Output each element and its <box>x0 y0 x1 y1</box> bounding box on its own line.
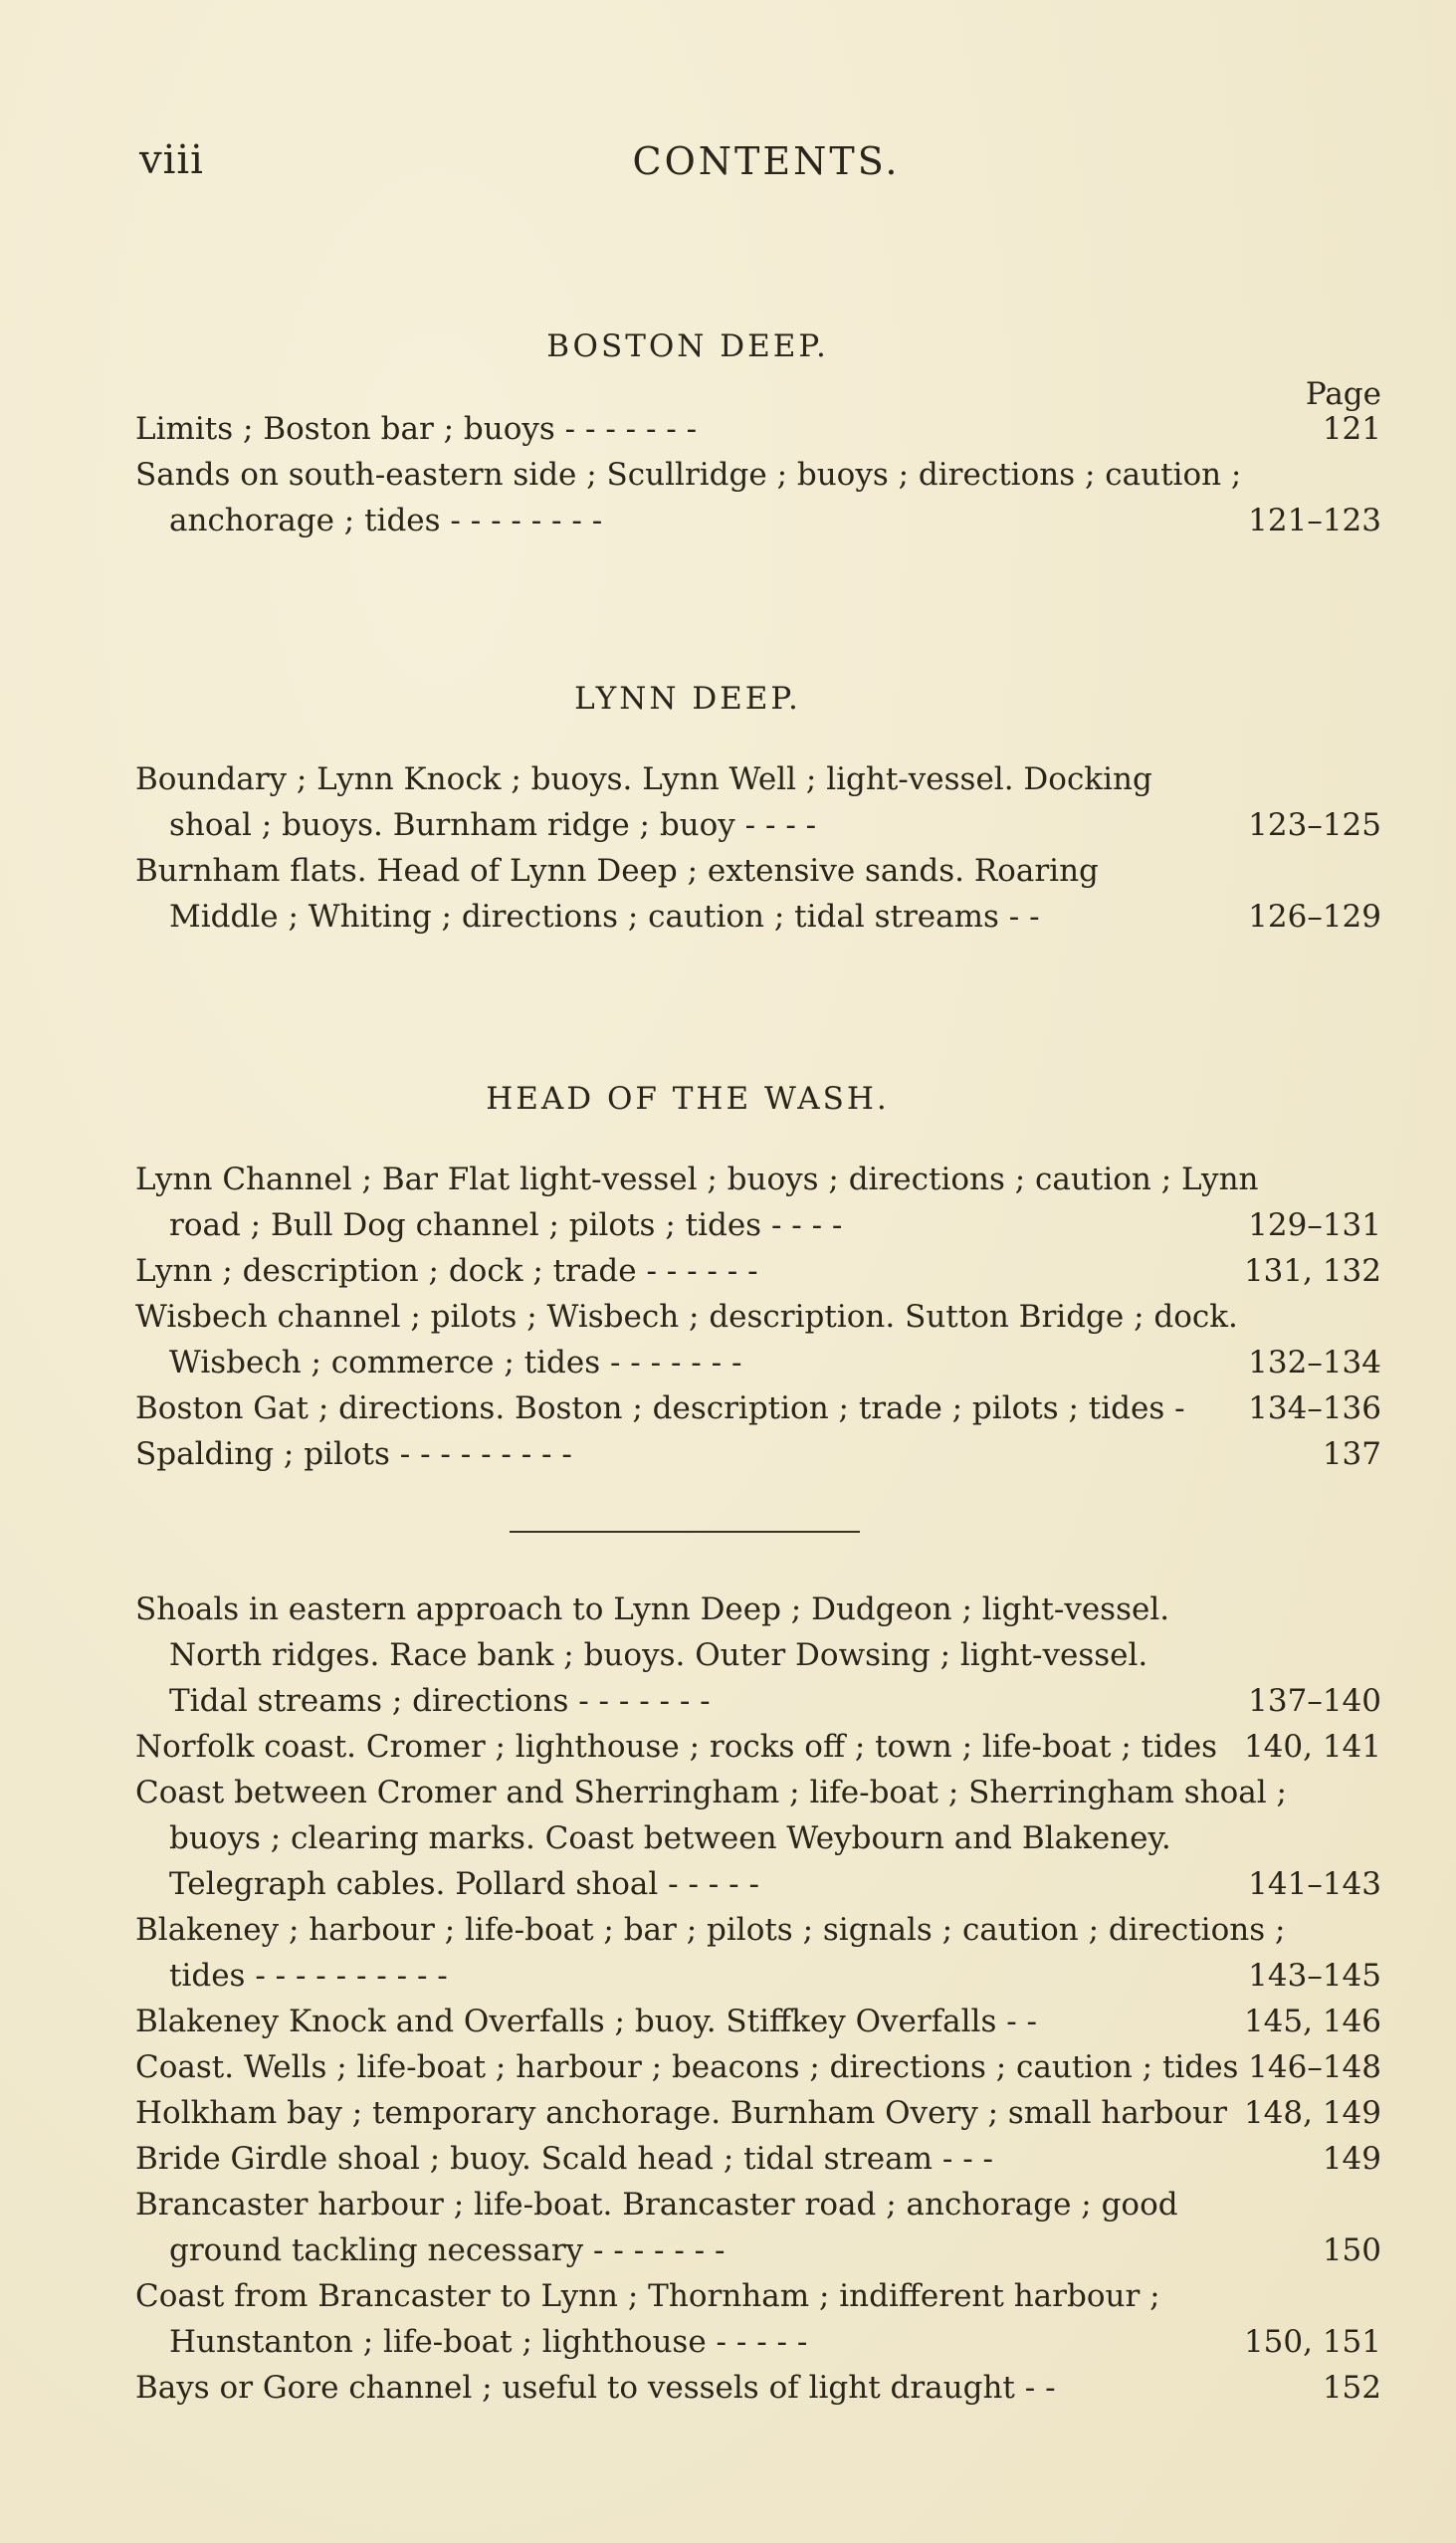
entry-list <box>135 406 1381 543</box>
contents-entry <box>135 452 1381 543</box>
entry-page-reference: 145, 146 <box>1243 2004 1381 2039</box>
contents-entry <box>135 406 1381 452</box>
contents-entry <box>135 1385 1381 1431</box>
entry-line <box>135 1248 1381 1294</box>
entry-line <box>135 1587 1381 1632</box>
entry-text: Hunstanton ; life-boat ; lighthouse - - - - - <box>169 2324 808 2360</box>
entry-list <box>135 1587 1381 2411</box>
entry-line <box>135 756 1381 802</box>
entry-page-reference: 149 <box>1322 2141 1381 2177</box>
contents-entry <box>135 848 1381 940</box>
entry-page-reference: 131, 132 <box>1243 1253 1381 1289</box>
entry-text: Norfolk coast. Cromer ; lighthouse ; rocks off ; town ; life-boat ; tides <box>135 1729 1218 1765</box>
entry-text: Blakeney ; harbour ; life-boat ; bar ; pilots ; signals ; caution ; directions ; <box>135 1912 1286 1948</box>
entry-line <box>135 2090 1381 2136</box>
contents-entry <box>135 2273 1381 2365</box>
entry-page-reference: 134–136 <box>1248 1390 1381 1426</box>
contents-entry <box>135 1431 1381 1477</box>
entry-line <box>135 2136 1381 2182</box>
section-heading: LYNN DEEP. <box>574 681 801 717</box>
entry-line <box>135 1770 1381 1815</box>
entry-line <box>135 1294 1381 1340</box>
contents-entry <box>135 1248 1381 1294</box>
entry-text: Boston Gat ; directions. Boston ; description ; trade ; pilots ; tides - <box>135 1390 1185 1426</box>
entry-text: Shoals in eastern approach to Lynn Deep ; Dudgeon ; light-vessel. <box>135 1591 1170 1627</box>
entry-line <box>135 1678 1381 1724</box>
entry-line <box>135 1861 1381 1907</box>
entry-text: Lynn Channel ; Bar Flat light-vessel ; buoys ; directions ; caution ; Lynn <box>135 1162 1259 1197</box>
entry-text: tides - - - - - - - - - - <box>169 1958 448 1994</box>
entry-line <box>135 1724 1381 1770</box>
entry-line <box>135 1999 1381 2044</box>
entry-page-reference: 146–148 <box>1248 2049 1381 2085</box>
entry-text: Telegraph cables. Pollard shoal - - - - - <box>169 1866 759 1902</box>
contents-entry <box>135 1724 1381 1770</box>
entry-line <box>135 1907 1381 1953</box>
entry-line <box>135 848 1381 894</box>
contents-entry <box>135 2182 1381 2273</box>
section-heading: BOSTON DEEP. <box>546 328 829 364</box>
entry-line <box>135 452 1381 498</box>
entry-text: Burnham flats. Head of Lynn Deep ; extensive sands. Roaring <box>135 853 1099 889</box>
entry-text: Boundary ; Lynn Knock ; buoys. Lynn Well ; light-vessel. Docking <box>135 761 1152 797</box>
entry-text: Bays or Gore channel ; useful to vessels of light draught - - <box>135 2370 1056 2406</box>
entry-text: North ridges. Race bank ; buoys. Outer Dowsing ; light-vessel. <box>169 1637 1148 1673</box>
entry-text: anchorage ; tides - - - - - - - - <box>169 503 603 538</box>
section-heading: HEAD OF THE WASH. <box>486 1081 890 1117</box>
entry-text: Bride Girdle shoal ; buoy. Scald head ; tidal stream - - - <box>135 2141 994 2177</box>
contents-entry <box>135 1770 1381 1907</box>
page-number: viii <box>139 137 204 183</box>
contents-entry <box>135 1587 1381 1724</box>
entry-page-reference: 140, 141 <box>1243 1729 1381 1765</box>
entry-line <box>135 406 1381 452</box>
entry-line <box>135 1385 1381 1431</box>
entry-text: Tidal streams ; directions - - - - - - - <box>169 1683 711 1719</box>
entry-text: Holkham bay ; temporary anchorage. Burnham Overy ; small harbour <box>135 2095 1227 2131</box>
page-column-label: Page <box>1305 376 1381 412</box>
entry-page-reference: 137–140 <box>1248 1683 1381 1719</box>
entry-list <box>135 1157 1381 1477</box>
entry-text: Coast between Cromer and Sherringham ; life-boat ; Sherringham shoal ; <box>135 1775 1288 1810</box>
entry-text: Brancaster harbour ; life-boat. Brancaster road ; anchorage ; good <box>135 2187 1178 2223</box>
entry-page-reference: 137 <box>1322 1436 1381 1472</box>
entry-text: Middle ; Whiting ; directions ; caution ; tidal streams - - <box>169 899 1040 935</box>
entry-text: buoys ; clearing marks. Coast between Weybourn and Blakeney. <box>169 1820 1171 1856</box>
entry-text: Sands on south-eastern side ; Scullridge ; buoys ; directions ; caution ; <box>135 457 1242 493</box>
entry-page-reference: 132–134 <box>1248 1345 1381 1380</box>
entry-line <box>135 1431 1381 1477</box>
entry-line <box>135 894 1381 940</box>
running-head <box>129 137 1383 197</box>
entry-text: Wisbech ; commerce ; tides - - - - - - - <box>169 1345 742 1380</box>
contents-entry <box>135 2136 1381 2182</box>
entry-text: Blakeney Knock and Overfalls ; buoy. Stiffkey Overfalls - - <box>135 2004 1038 2039</box>
entry-line <box>135 1953 1381 1999</box>
entry-line <box>135 2044 1381 2090</box>
entry-text: Coast from Brancaster to Lynn ; Thornham ; indifferent harbour ; <box>135 2278 1160 2314</box>
contents-entry <box>135 1294 1381 1385</box>
entry-text: Spalding ; pilots - - - - - - - - - <box>135 1436 572 1472</box>
entry-text: road ; Bull Dog channel ; pilots ; tides - - - - <box>169 1207 843 1243</box>
entry-text: shoal ; buoys. Burnham ridge ; buoy - - - - <box>169 807 817 843</box>
contents-entry <box>135 1999 1381 2044</box>
contents-entry <box>135 1907 1381 1999</box>
entry-line <box>135 498 1381 543</box>
entry-line <box>135 2227 1381 2273</box>
section-lynn-deep <box>135 681 1381 940</box>
entry-line <box>135 1340 1381 1385</box>
contents-entry <box>135 1157 1381 1248</box>
entry-page-reference: 150, 151 <box>1243 2324 1381 2360</box>
entry-page-reference: 126–129 <box>1248 899 1381 935</box>
entry-line <box>135 1157 1381 1202</box>
section-head-of-the-wash <box>135 1081 1381 1477</box>
entry-page-reference: 152 <box>1322 2370 1381 2406</box>
entry-line <box>135 2319 1381 2365</box>
entry-page-reference: 121–123 <box>1248 503 1381 538</box>
entry-page-reference: 129–131 <box>1248 1207 1381 1243</box>
contents-entry <box>135 756 1381 848</box>
entry-text: Lynn ; description ; dock ; trade - - - - - - <box>135 1253 758 1289</box>
entry-text: ground tackling necessary - - - - - - - <box>169 2232 726 2268</box>
entry-line <box>135 1202 1381 1248</box>
section-divider <box>510 1531 860 1533</box>
section-shoals-and-coast <box>135 1587 1381 2411</box>
entry-page-reference: 121 <box>1322 411 1381 447</box>
entry-line <box>135 2273 1381 2319</box>
entry-line <box>135 2365 1381 2411</box>
contents-entry <box>135 2044 1381 2090</box>
section-boston-deep <box>135 328 1381 543</box>
entry-line <box>135 2182 1381 2227</box>
entry-list <box>135 756 1381 940</box>
entry-text: Wisbech channel ; pilots ; Wisbech ; description. Sutton Bridge ; dock. <box>135 1299 1238 1335</box>
running-title: CONTENTS. <box>632 139 901 183</box>
entry-text: Limits ; Boston bar ; buoys - - - - - - - <box>135 411 698 447</box>
entry-page-reference: 148, 149 <box>1243 2095 1381 2131</box>
entry-page-reference: 123–125 <box>1248 807 1381 843</box>
entry-page-reference: 143–145 <box>1248 1958 1381 1994</box>
entry-page-reference: 141–143 <box>1248 1866 1381 1902</box>
entry-line <box>135 1632 1381 1678</box>
entry-line <box>135 1815 1381 1861</box>
entry-line <box>135 802 1381 848</box>
contents-entry <box>135 2365 1381 2411</box>
contents-entry <box>135 2090 1381 2136</box>
entry-page-reference: 150 <box>1322 2232 1381 2268</box>
entry-text: Coast. Wells ; life-boat ; harbour ; beacons ; directions ; caution ; tides <box>135 2049 1239 2085</box>
